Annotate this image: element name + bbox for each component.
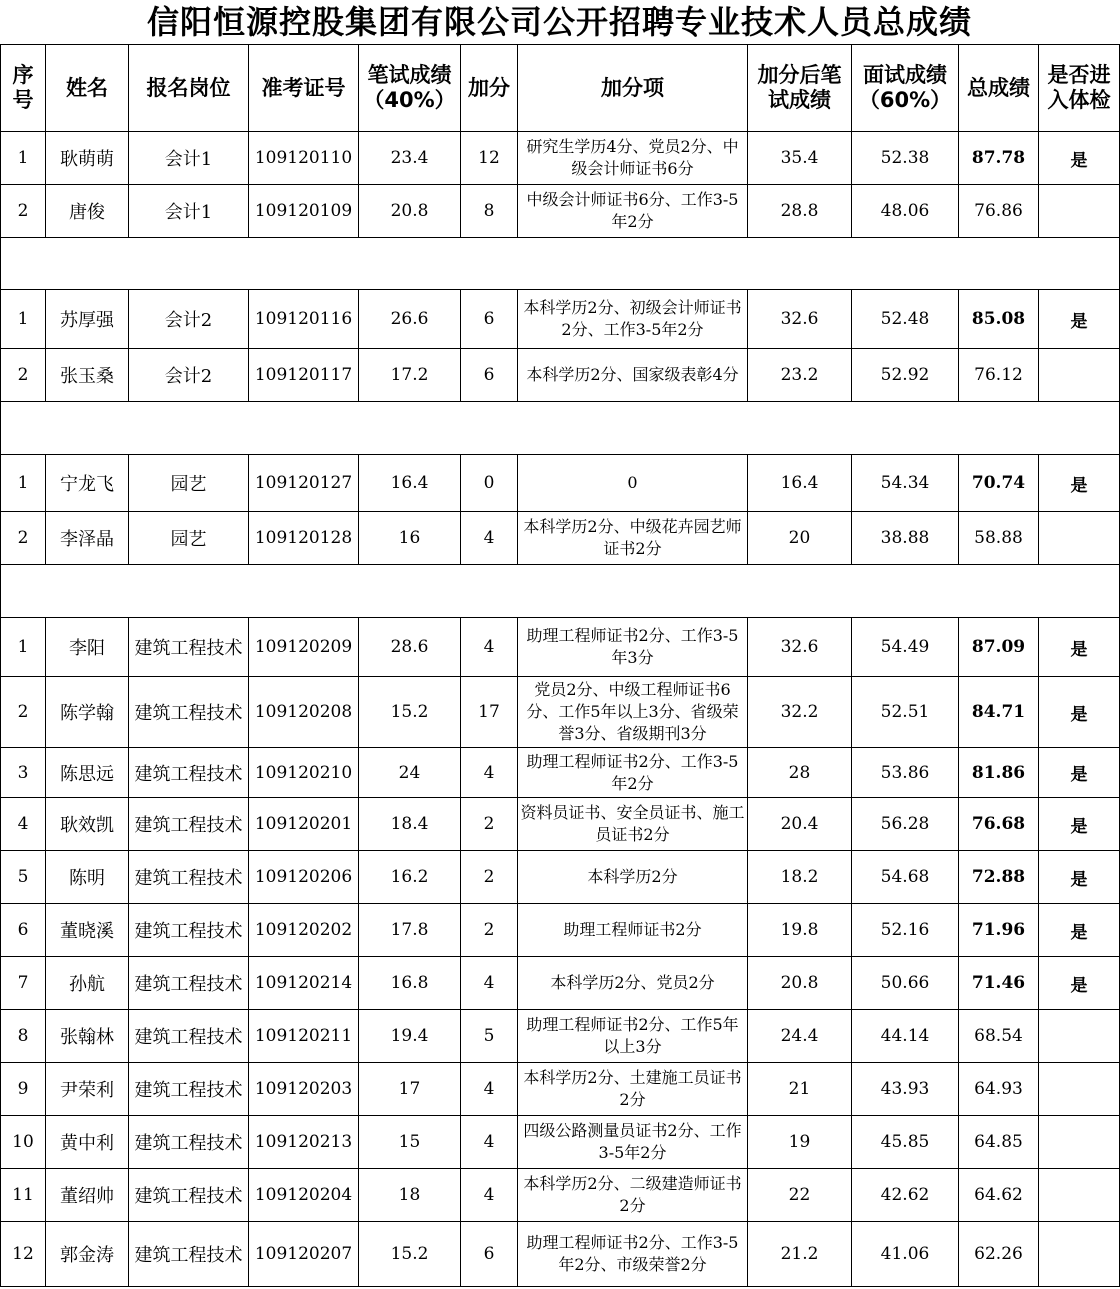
row-name: 陈明 [46,851,129,904]
row-seq: 2 [1,677,46,748]
separator-cell [959,565,1039,618]
separator-cell [852,238,959,290]
row-name: 耿萌萌 [46,132,129,185]
row-seq: 2 [1,349,46,402]
row-post: 会计1 [129,132,249,185]
row-post: 建筑工程技术 [129,677,249,748]
row-ticket: 109120210 [249,748,359,798]
row-interview-score: 52.48 [852,290,959,349]
row-bonus-items: 本科学历2分、初级会计师证书2分、工作3-5年2分 [518,290,748,349]
row-post: 建筑工程技术 [129,618,249,677]
row-physical-exam: 是 [1039,904,1120,957]
row-interview-score: 44.14 [852,1010,959,1063]
row-physical-exam: 是 [1039,455,1120,512]
row-written-score: 17 [359,1063,461,1116]
row-bonus-items: 本科学历2分、党员2分 [518,957,748,1010]
row-written-score: 15.2 [359,677,461,748]
table-row [1,851,1120,904]
row-written-score: 24 [359,748,461,798]
row-post: 建筑工程技术 [129,1169,249,1222]
row-total-score: 71.46 [959,957,1039,1010]
row-physical-exam [1039,185,1120,238]
row-written-after: 19.8 [748,904,852,957]
row-bonus-items: 本科学历2分、二级建造师证书2分 [518,1169,748,1222]
table-row [1,748,1120,798]
row-name: 尹荣利 [46,1063,129,1116]
row-written-score: 28.6 [359,618,461,677]
table-row [1,957,1120,1010]
row-interview-score: 52.16 [852,904,959,957]
table-row [1,677,1120,748]
row-post: 建筑工程技术 [129,1010,249,1063]
row-ticket: 109120207 [249,1222,359,1287]
row-interview-score: 38.88 [852,512,959,565]
row-bonus-items: 0 [518,455,748,512]
row-name: 李泽晶 [46,512,129,565]
separator-cell [461,565,518,618]
row-bonus-items: 助理工程师证书2分、工作3-5年3分 [518,618,748,677]
row-ticket: 109120209 [249,618,359,677]
row-total-score: 58.88 [959,512,1039,565]
row-post: 园艺 [129,455,249,512]
row-name: 孙航 [46,957,129,1010]
row-interview-score: 45.85 [852,1116,959,1169]
row-bonus: 2 [461,851,518,904]
row-bonus: 4 [461,1063,518,1116]
separator-cell [249,238,359,290]
row-name: 董绍帅 [46,1169,129,1222]
header-ticket: 准考证号 [249,45,359,132]
table-row [1,185,1120,238]
row-physical-exam [1039,349,1120,402]
row-seq: 2 [1,185,46,238]
row-physical-exam: 是 [1039,618,1120,677]
separator-cell [129,565,249,618]
score-table [0,44,1120,1287]
separator-cell [46,565,129,618]
row-written-score: 15.2 [359,1222,461,1287]
row-bonus-items: 研究生学历4分、党员2分、中级会计师证书6分 [518,132,748,185]
separator-cell [129,238,249,290]
row-interview-score: 43.93 [852,1063,959,1116]
row-bonus: 5 [461,1010,518,1063]
row-written-score: 20.8 [359,185,461,238]
row-name: 郭金涛 [46,1222,129,1287]
row-bonus-items: 助理工程师证书2分、工作3-5年2分 [518,748,748,798]
row-post: 会计2 [129,349,249,402]
header-written: 笔试成绩（40%） [359,45,461,132]
row-seq: 10 [1,1116,46,1169]
table-row [1,455,1120,512]
row-bonus: 6 [461,290,518,349]
row-ticket: 109120204 [249,1169,359,1222]
separator-cell [461,402,518,455]
row-bonus: 2 [461,904,518,957]
row-physical-exam: 是 [1039,290,1120,349]
row-written-after: 23.2 [748,349,852,402]
row-ticket: 109120214 [249,957,359,1010]
row-written-after: 19 [748,1116,852,1169]
row-bonus: 4 [461,512,518,565]
separator-cell [249,565,359,618]
row-physical-exam [1039,1063,1120,1116]
row-post: 建筑工程技术 [129,851,249,904]
row-name: 陈学翰 [46,677,129,748]
row-bonus-items: 本科学历2分 [518,851,748,904]
row-total-score: 87.78 [959,132,1039,185]
row-total-score: 76.86 [959,185,1039,238]
row-bonus-items: 本科学历2分、中级花卉园艺师证书2分 [518,512,748,565]
row-written-after: 22 [748,1169,852,1222]
row-written-score: 17.8 [359,904,461,957]
row-ticket: 109120203 [249,1063,359,1116]
separator-cell [1039,565,1120,618]
row-bonus-items: 助理工程师证书2分 [518,904,748,957]
header-bonus: 加分 [461,45,518,132]
row-total-score: 68.54 [959,1010,1039,1063]
row-interview-score: 54.49 [852,618,959,677]
row-bonus-items: 资料员证书、安全员证书、施工员证书2分 [518,798,748,851]
row-ticket: 109120206 [249,851,359,904]
separator-cell [748,402,852,455]
separator-cell [748,238,852,290]
row-name: 董晓溪 [46,904,129,957]
row-post: 会计2 [129,290,249,349]
row-ticket: 109120117 [249,349,359,402]
header-bonus-items: 加分项 [518,45,748,132]
row-written-after: 24.4 [748,1010,852,1063]
row-interview-score: 52.38 [852,132,959,185]
row-ticket: 109120211 [249,1010,359,1063]
table-row [1,1169,1120,1222]
row-physical-exam: 是 [1039,132,1120,185]
header-post: 报名岗位 [129,45,249,132]
row-bonus: 12 [461,132,518,185]
row-name: 陈思远 [46,748,129,798]
row-ticket: 109120128 [249,512,359,565]
table-row [1,1010,1120,1063]
row-physical-exam [1039,512,1120,565]
separator-cell [129,402,249,455]
row-seq: 12 [1,1222,46,1287]
row-written-score: 18.4 [359,798,461,851]
row-total-score: 71.96 [959,904,1039,957]
header-row [1,45,1120,132]
row-seq: 4 [1,798,46,851]
table-row [1,1222,1120,1287]
row-post: 建筑工程技术 [129,798,249,851]
row-seq: 6 [1,904,46,957]
row-bonus: 4 [461,1169,518,1222]
table-row [1,1116,1120,1169]
row-total-score: 87.09 [959,618,1039,677]
row-post: 建筑工程技术 [129,957,249,1010]
row-seq: 2 [1,512,46,565]
separator-cell [359,402,461,455]
separator-cell [852,402,959,455]
row-bonus: 17 [461,677,518,748]
row-interview-score: 52.92 [852,349,959,402]
group-separator-row [1,238,1120,290]
separator-cell [518,238,748,290]
row-bonus: 4 [461,748,518,798]
table-row [1,290,1120,349]
separator-cell [46,238,129,290]
table-row [1,798,1120,851]
row-written-score: 23.4 [359,132,461,185]
row-written-after: 28 [748,748,852,798]
row-written-after: 20.8 [748,957,852,1010]
row-name: 张玉桑 [46,349,129,402]
row-interview-score: 53.86 [852,748,959,798]
separator-cell [852,565,959,618]
row-written-after: 16.4 [748,455,852,512]
separator-cell [1,402,46,455]
row-name: 李阳 [46,618,129,677]
row-total-score: 70.74 [959,455,1039,512]
row-physical-exam [1039,1010,1120,1063]
row-ticket: 109120127 [249,455,359,512]
row-seq: 3 [1,748,46,798]
row-written-score: 16.2 [359,851,461,904]
row-total-score: 62.26 [959,1222,1039,1287]
separator-cell [1,238,46,290]
row-physical-exam: 是 [1039,798,1120,851]
row-bonus-items: 中级会计师证书6分、工作3-5年2分 [518,185,748,238]
row-written-after: 20.4 [748,798,852,851]
row-post: 建筑工程技术 [129,1063,249,1116]
row-written-score: 15 [359,1116,461,1169]
separator-cell [1039,238,1120,290]
separator-cell [518,565,748,618]
row-interview-score: 54.34 [852,455,959,512]
row-written-after: 32.6 [748,290,852,349]
header-seq: 序号 [1,45,46,132]
row-ticket: 109120110 [249,132,359,185]
row-written-score: 26.6 [359,290,461,349]
row-written-score: 16.8 [359,957,461,1010]
separator-cell [518,402,748,455]
header-total: 总成绩 [959,45,1039,132]
row-bonus-items: 本科学历2分、土建施工员证书2分 [518,1063,748,1116]
table-row [1,132,1120,185]
row-total-score: 76.12 [959,349,1039,402]
row-total-score: 84.71 [959,677,1039,748]
row-bonus: 8 [461,185,518,238]
row-bonus-items: 助理工程师证书2分、工作5年以上3分 [518,1010,748,1063]
row-physical-exam [1039,1116,1120,1169]
row-written-score: 19.4 [359,1010,461,1063]
separator-cell [359,565,461,618]
row-physical-exam: 是 [1039,957,1120,1010]
row-written-after: 32.2 [748,677,852,748]
row-post: 会计1 [129,185,249,238]
row-seq: 1 [1,132,46,185]
group-separator-row [1,565,1120,618]
row-total-score: 64.93 [959,1063,1039,1116]
row-bonus-items: 四级公路测量员证书2分、工作3-5年2分 [518,1116,748,1169]
row-written-score: 17.2 [359,349,461,402]
row-written-after: 21.2 [748,1222,852,1287]
row-post: 建筑工程技术 [129,1222,249,1287]
row-bonus: 4 [461,618,518,677]
row-ticket: 109120109 [249,185,359,238]
row-total-score: 85.08 [959,290,1039,349]
row-ticket: 109120201 [249,798,359,851]
row-physical-exam [1039,1222,1120,1287]
sheet-title: 信阳恒源控股集团有限公司公开招聘专业技术人员总成绩 [146,3,972,41]
header-physical: 是否进入体检 [1039,45,1120,132]
row-seq: 5 [1,851,46,904]
row-interview-score: 54.68 [852,851,959,904]
row-written-score: 16.4 [359,455,461,512]
group-separator-row [1,402,1120,455]
row-post: 建筑工程技术 [129,1116,249,1169]
row-written-score: 18 [359,1169,461,1222]
row-written-after: 28.8 [748,185,852,238]
row-post: 建筑工程技术 [129,748,249,798]
separator-cell [1039,402,1120,455]
row-name: 唐俊 [46,185,129,238]
row-name: 耿效凯 [46,798,129,851]
row-written-after: 21 [748,1063,852,1116]
row-name: 宁龙飞 [46,455,129,512]
separator-cell [461,238,518,290]
row-written-after: 18.2 [748,851,852,904]
table-row [1,904,1120,957]
row-seq: 1 [1,290,46,349]
row-written-after: 35.4 [748,132,852,185]
row-total-score: 81.86 [959,748,1039,798]
row-physical-exam: 是 [1039,677,1120,748]
row-seq: 9 [1,1063,46,1116]
row-bonus: 4 [461,957,518,1010]
row-seq: 11 [1,1169,46,1222]
table-row [1,349,1120,402]
row-physical-exam: 是 [1039,851,1120,904]
row-ticket: 109120116 [249,290,359,349]
row-bonus: 4 [461,1116,518,1169]
table-row [1,618,1120,677]
row-written-after: 20 [748,512,852,565]
row-bonus: 0 [461,455,518,512]
score-table-body [1,132,1120,1287]
row-written-score: 16 [359,512,461,565]
row-name: 张翰林 [46,1010,129,1063]
row-interview-score: 42.62 [852,1169,959,1222]
row-bonus: 6 [461,1222,518,1287]
row-seq: 1 [1,618,46,677]
table-row [1,512,1120,565]
row-ticket: 109120213 [249,1116,359,1169]
row-ticket: 109120202 [249,904,359,957]
row-bonus-items: 本科学历2分、国家级表彰4分 [518,349,748,402]
row-bonus-items: 助理工程师证书2分、工作3-5年2分、市级荣誉2分 [518,1222,748,1287]
row-interview-score: 56.28 [852,798,959,851]
separator-cell [959,238,1039,290]
row-total-score: 76.68 [959,798,1039,851]
row-interview-score: 52.51 [852,677,959,748]
row-total-score: 64.62 [959,1169,1039,1222]
row-physical-exam: 是 [1039,748,1120,798]
separator-cell [1,565,46,618]
row-name: 苏厚强 [46,290,129,349]
row-seq: 8 [1,1010,46,1063]
separator-cell [959,402,1039,455]
row-seq: 7 [1,957,46,1010]
row-interview-score: 41.06 [852,1222,959,1287]
row-interview-score: 48.06 [852,185,959,238]
separator-cell [249,402,359,455]
row-bonus: 6 [461,349,518,402]
row-name: 黄中利 [46,1116,129,1169]
separator-cell [359,238,461,290]
separator-cell [46,402,129,455]
row-bonus-items: 党员2分、中级工程师证书6分、工作5年以上3分、省级荣誉3分、省级期刊3分 [518,677,748,748]
header-name: 姓名 [46,45,129,132]
table-row [1,1063,1120,1116]
row-bonus: 2 [461,798,518,851]
row-written-after: 32.6 [748,618,852,677]
row-post: 建筑工程技术 [129,904,249,957]
header-written-after: 加分后笔试成绩 [748,45,852,132]
row-interview-score: 50.66 [852,957,959,1010]
row-total-score: 64.85 [959,1116,1039,1169]
row-physical-exam [1039,1169,1120,1222]
row-seq: 1 [1,455,46,512]
row-post: 园艺 [129,512,249,565]
row-total-score: 72.88 [959,851,1039,904]
header-interview: 面试成绩（60%） [852,45,959,132]
row-ticket: 109120208 [249,677,359,748]
separator-cell [748,565,852,618]
